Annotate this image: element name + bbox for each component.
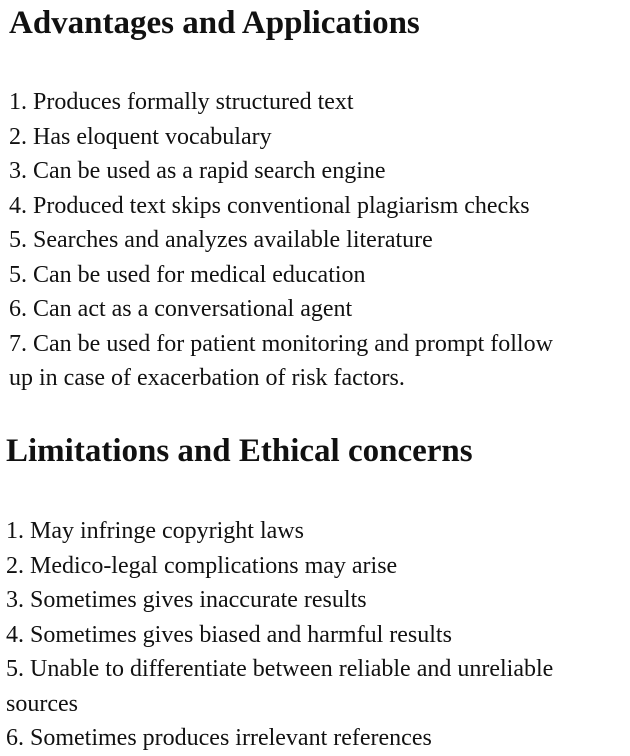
list-item: 5. Can be used for medical education bbox=[9, 261, 366, 288]
list-item: 2. Has eloquent vocabulary bbox=[9, 123, 272, 150]
advantages-heading: Advantages and Applications bbox=[9, 5, 420, 41]
list-item: 5. Unable to differentiate between reliable and unreliable sources bbox=[6, 656, 554, 717]
list-item: 6. Can act as a conversational agent bbox=[9, 296, 353, 322]
list-item: 2. Medico-legal complications may arise bbox=[6, 552, 398, 579]
list-item: 6. Sometimes produces irrelevant references bbox=[6, 725, 432, 751]
list-item: 7. Can be used for patient monitoring and prompt follow up in case of exacerbation of risk factors. bbox=[9, 330, 553, 391]
list-item: 5. Searches and analyzes available literature bbox=[9, 227, 433, 253]
list-item: 1. May infringe copyright laws bbox=[6, 518, 304, 544]
list-item: 4. Produced text skips conventional plagiarism checks bbox=[9, 192, 530, 219]
limitations-list bbox=[0, 514, 630, 756]
limitations-section bbox=[0, 428, 630, 756]
limitations-heading: Limitations and Ethical concerns bbox=[6, 433, 473, 469]
advantages-list bbox=[0, 85, 630, 396]
list-item: 3. Can be used as a rapid search engine bbox=[9, 158, 386, 184]
list-item: 1. Produces formally structured text bbox=[9, 89, 354, 115]
list-item: 4. Sometimes gives biased and harmful results bbox=[6, 621, 452, 648]
list-item: 3. Sometimes gives inaccurate results bbox=[6, 587, 367, 613]
